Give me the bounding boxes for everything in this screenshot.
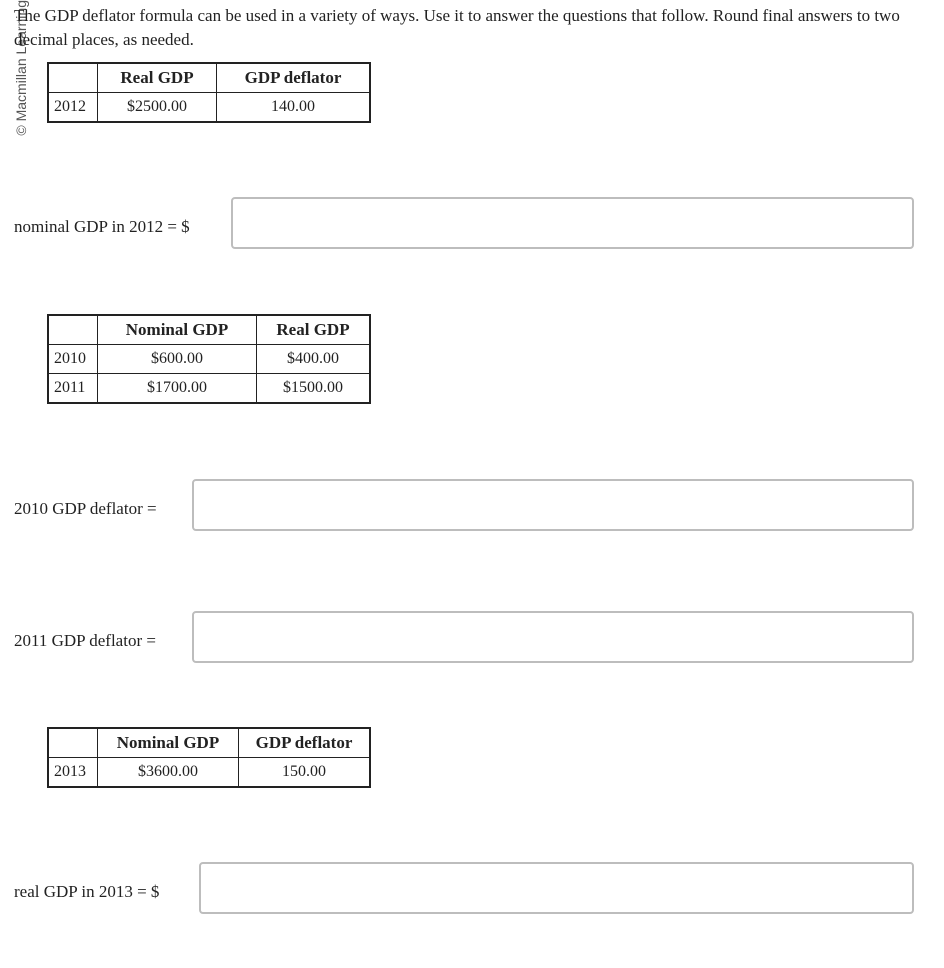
table-2013 xyxy=(47,727,371,788)
table-2010-2011 xyxy=(47,314,371,404)
real-gdp-2013-label: real GDP in 2013 = $ xyxy=(14,882,160,901)
header-gdp-deflator: GDP deflator xyxy=(217,63,371,93)
watermark-text: © Macmillan Learning xyxy=(13,0,29,136)
gdp-deflator-2011-input[interactable] xyxy=(192,611,914,663)
nominal-gdp-2012-label: nominal GDP in 2012 = $ xyxy=(14,217,190,236)
table-header-row xyxy=(48,63,370,93)
copyright-watermark xyxy=(0,0,29,170)
table-row xyxy=(48,345,370,374)
nominal-gdp-2012-input[interactable] xyxy=(231,197,914,249)
row-year: 2012 xyxy=(48,93,98,123)
gdp-deflator-2011-label: 2011 GDP deflator = xyxy=(14,631,156,650)
cell-gdp-deflator: 150.00 xyxy=(239,758,371,788)
row-year: 2013 xyxy=(48,758,98,788)
cell-real-gdp: $400.00 xyxy=(257,345,371,374)
cell-real-gdp: $2500.00 xyxy=(98,93,217,123)
header-real-gdp: Real GDP xyxy=(257,315,371,345)
header-blank xyxy=(48,728,98,758)
cell-nominal-gdp: $600.00 xyxy=(98,345,257,374)
gdp-deflator-2010-label: 2010 GDP deflator = xyxy=(14,499,157,518)
cell-real-gdp: $1500.00 xyxy=(257,374,371,404)
header-blank xyxy=(48,63,98,93)
header-nominal-gdp: Nominal GDP xyxy=(98,728,239,758)
table-header-row xyxy=(48,315,370,345)
instructions: The GDP deflator formula can be used in a variety of ways. Use it to answer the questions that follow. Round final answers to two decimal places, as needed. xyxy=(14,6,900,49)
table-row xyxy=(48,374,370,404)
real-gdp-2013-input[interactable] xyxy=(199,862,914,914)
table-row xyxy=(48,758,370,788)
gdp-deflator-2010-input[interactable] xyxy=(192,479,914,531)
cell-gdp-deflator: 140.00 xyxy=(217,93,371,123)
row-year: 2011 xyxy=(48,374,98,404)
table-2012 xyxy=(47,62,371,123)
cell-nominal-gdp: $1700.00 xyxy=(98,374,257,404)
header-gdp-deflator: GDP deflator xyxy=(239,728,371,758)
table-row xyxy=(48,93,370,123)
cell-nominal-gdp: $3600.00 xyxy=(98,758,239,788)
row-year: 2010 xyxy=(48,345,98,374)
table-header-row xyxy=(48,728,370,758)
header-blank xyxy=(48,315,98,345)
header-real-gdp: Real GDP xyxy=(98,63,217,93)
header-nominal-gdp: Nominal GDP xyxy=(98,315,257,345)
